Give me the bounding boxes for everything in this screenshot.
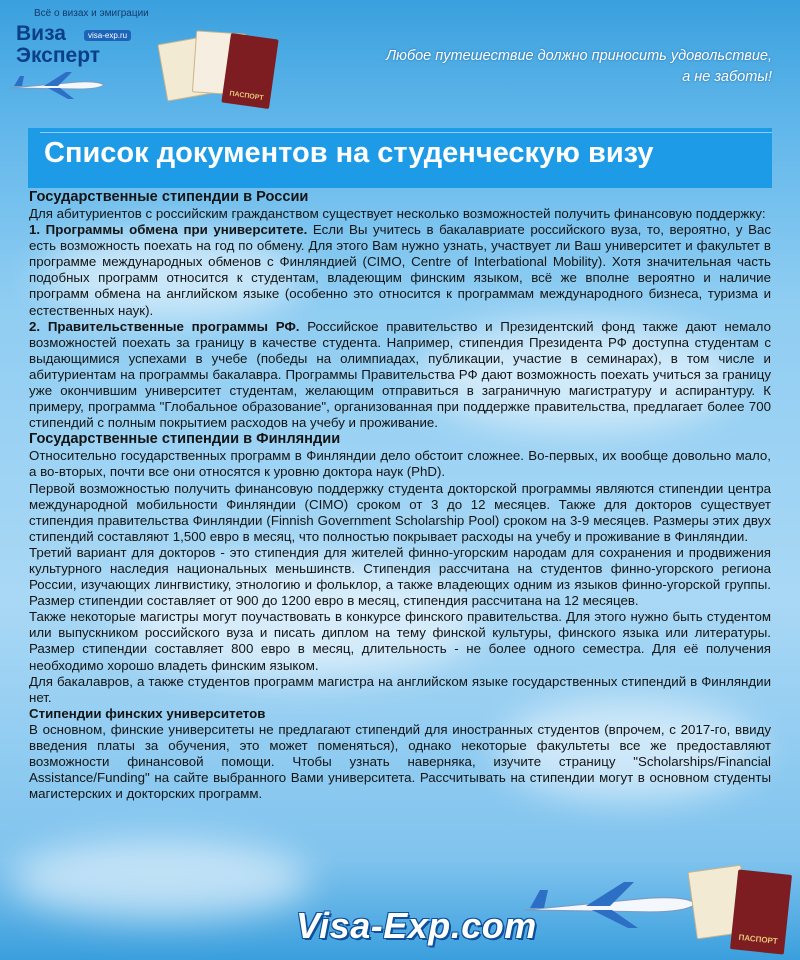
title-divider (40, 132, 772, 133)
list-item-label: 2. Правительственные программы РФ. (29, 318, 300, 334)
page-title: Список документов на студенческую визу (44, 137, 654, 169)
paragraph: Для бакалавров, а также студентов программ магистра на английском языке государственных стипендий в Финляндии нет. (29, 673, 771, 705)
paragraph: Относительно государственных программ в Финляндии дело обстоит сложнее. Во-первых, их вообще довольно мало, а во-вторых, почти все они относятся к уровню доктора наук (PhD). (29, 448, 771, 480)
title-bar (28, 128, 772, 188)
list-item-text: Российское правительство и Президентский фонд также дают немало возможностей поехать за границу в качестве студента. Например, стипендия Президента РФ доступна студентам с выдающимися успехами в учебе (победы на олимпиадах, публикации, участие в семинарах), в том числе и абитуриентам на программы бакалавра. Программы Правительства РФ дают возможность поехать учиться за границу уже окончившим университет студентам, желающим отправиться в заграничную магистратуру и аспирантуру. К примеру, программа "Глобальное образование", организованная при поддержке правительства, предлагает более 700 стипендий с полным покрытием расходов на учебу и проживание. (29, 318, 771, 431)
article-body (29, 189, 771, 883)
footer-logo[interactable]: Visa-Exp.com (296, 905, 537, 946)
paragraph: Также некоторые магистры могут поучаствовать в конкурсе финского правительства. Для этого нужно быть студентом или выпускником российского вуза и писать диплом на тему финской культуры, финского языка или литературы. Размер стипендии составляет 800 евро в месяц, длительность - не более одного семестра. Для её получения необходимо хорошо владеть финским языком. (29, 609, 771, 673)
passport-icon (221, 33, 278, 109)
header-slogan (302, 46, 772, 88)
section-heading: Государственные стипендии в России (29, 189, 309, 205)
site-header (0, 0, 800, 118)
header-tagline: Всё о визах и эмиграции (34, 8, 149, 19)
slogan-line-1: Любое путешествие должно приносить удовольствие, (386, 48, 772, 64)
logo-expert[interactable]: Эксперт (16, 44, 101, 67)
paragraph (29, 319, 771, 432)
section-heading: Стипендии финских университетов (29, 705, 266, 721)
paragraph: Первой возможностью получить финансовую поддержку студента докторской программы являются стипендии центра международной мобильности Финляндии (CIMO) сроком от 3 до 12 месяцев. Также для докторов существует стипендия правительства Финляндии (Finnish Government Scholarship Pool) сроком на 3-9 месяцев. Размеры этих двух стипендий составляют 1,500 евро в месяц, что полностью покрывает расходы на учебу и проживание в Финляндии. (29, 480, 771, 544)
section-heading: Государственные стипендии в Финляндии (29, 431, 341, 448)
paragraph: Третий вариант для докторов - это стипендия для жителей финно-угорским народам для сохранения и продвижения культурного наследия национальных меньшинств. Стипендия рассчитана на студентов финно-угорского региона России, изучающих лингвистику, этнологию и фольклор, а также владеющих одним из языков финно-угорской группы. Размер стипендии составляет от 900 до 1200 евро в месяц, стипендия рассчитана на 12 месяцев. (29, 544, 771, 609)
passport-label: ПАСПОРТ (228, 90, 264, 103)
paragraph: В основном, финские университеты не предлагают стипендий для иностранных студентов (впрочем, с 2017-го, ввиду введения платы за обучения, это может поменяться), однако некоторые факультеты все же предоставляют возможности финансовой помощи. Чтобы узнать наверняка, изучите страницу "Scholarships/Financial Assistance/Funding" на сайте выбранного Вами университета. Рассчитывать на стипендии могут в основном студенты магистерских и докторских программ. (29, 721, 771, 802)
list-item-text: Если Вы учитесь в бакалавриате российского вуза, то, вероятно, у Вас есть возможность поехать на год по обмену. Для этого Вам нужно узнать, участвует ли Ваш университет и факультет в программе международных обменов с Финляндией (CIMO, Centre of Interbational Mobility). Хотя значительная часть подобных программ относится к студентам, владеющим финским языком, всё же вполне вероятно и наличие программ обмена на английском языке (особенно это относится к программам международного бизнеса, туризма и естественных наук). (29, 222, 772, 318)
logo-url[interactable]: visa-exp.ru (84, 30, 131, 41)
logo-viza[interactable]: Виза (16, 22, 66, 45)
list-item-label: 1. Программы обмена при университете. (29, 222, 308, 238)
passport-icon (730, 869, 792, 954)
slogan-line-2: а не заботы! (682, 69, 772, 85)
paragraph (29, 222, 771, 319)
paragraph: Для абитуриентов с российским гражданством существует несколько возможностей получить финансовую поддержку: (29, 206, 766, 221)
airplane-icon (8, 68, 108, 102)
airplane-icon (520, 876, 700, 930)
passport-label: ПАСПОРТ (738, 932, 779, 946)
